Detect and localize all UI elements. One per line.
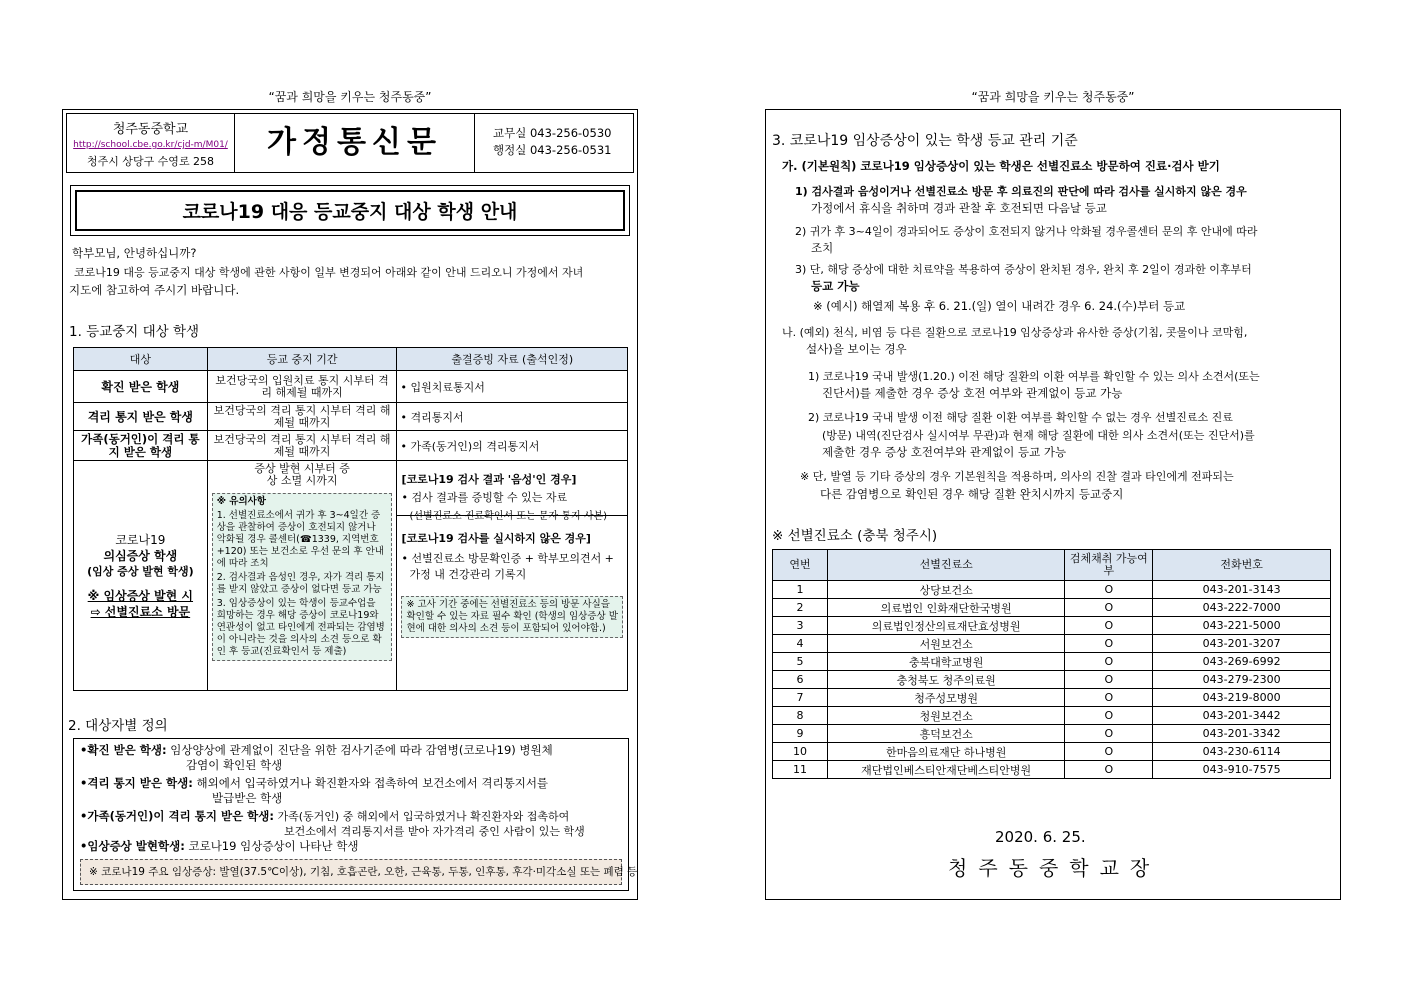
clinic-no: 9 (773, 725, 828, 743)
definitions-box (73, 738, 638, 891)
row4-target-3: (임상 증상 발현 학생) (87, 564, 194, 578)
slogan-left: “꿈과 희망을 키우는 청주동중” (268, 90, 432, 104)
table-row (773, 635, 1331, 653)
clinic-phone: 043-221-5000 (1153, 617, 1331, 635)
row4-target (74, 461, 208, 691)
def3-term: •가족(동거인)이 격리 통지 받은 학생: (80, 809, 274, 823)
doc-title: 코로나19 대응 등교중지 대상 학생 안내 (75, 190, 625, 231)
clinic-name: 충북대학교병원 (827, 653, 1065, 671)
clinic-name: 재단법인베스티안재단베스티안병원 (827, 761, 1065, 779)
slogan-right: “꿈과 희망을 키우는 청주동중” (971, 90, 1135, 104)
clinic-no: 5 (773, 653, 828, 671)
clinic-sampling: O (1065, 743, 1153, 761)
clinic-phone: 043-222-7000 (1153, 599, 1331, 617)
clinic-sampling: O (1065, 671, 1153, 689)
clinic-no: 7 (773, 689, 828, 707)
rule-na-2b: (방문) 내역(진단검사 실시여부 무관)과 현재 해당 질환에 대한 의사 소견서(또는 진단서)를 (822, 429, 1255, 442)
def4-term: •임상증상 발현학생: (80, 839, 185, 853)
row4-period: 증상 발현 시부터 증상 소멸 시까지 (254, 462, 350, 487)
clinic-name: 청원보건소 (827, 707, 1065, 725)
clinic-sampling: O (1065, 761, 1153, 779)
clinic-name: 흥덕보건소 (827, 725, 1065, 743)
th-clinic: 선별진료소 (827, 550, 1065, 581)
clinic-phone: 043-219-8000 (1153, 689, 1331, 707)
clinic-phone: 043-201-3342 (1153, 725, 1331, 743)
table-row (773, 599, 1331, 617)
caution-note (212, 493, 393, 661)
row3-target: 가족(동거인)이 격리 통지 받은 학생 (74, 431, 208, 461)
intro-body: 코로나19 대응 등교중지 대상 학생에 관한 사항이 일부 변경되어 아래와 같이 안내 드리오니 가정에서 자녀 (74, 266, 584, 279)
clinic-no: 8 (773, 707, 828, 725)
clinic-no: 3 (773, 617, 828, 635)
table-row (773, 743, 1331, 761)
phone-academic: 교무실 043-256-0530 (493, 126, 612, 140)
clinic-sampling: O (1065, 617, 1153, 635)
caution-1: 1. 선별진료소에서 귀가 후 3~4일간 증상을 관찰하여 증상이 호전되지 않거나 악화될 경우 콜센터(☎1339, 지역번호+120) 또는 보건소로 우선 문의 후 안내에 따라 조치 (216, 510, 384, 569)
row2-doc: • 격리통지서 (397, 403, 628, 431)
school-url[interactable]: http://school.cbe.go.kr/cjd-m/M01/ (73, 140, 228, 150)
school-name: 청주동중학교 (112, 122, 189, 137)
caution-2: 2. 검사결과 음성인 경우, 자가 격리 통지를 받지 않았고 증상이 없다면 등교 가능 (216, 572, 385, 595)
letter-title: 가정통신문 (267, 125, 442, 160)
clinic-name: 서원보건소 (827, 635, 1065, 653)
clinic-no: 1 (773, 581, 828, 599)
section3-title: 3. 코로나19 임상증상이 있는 학생 등교 관리 기준 (772, 133, 1078, 149)
clinic-name: 상당보건소 (827, 581, 1065, 599)
def3-cont: 보건소에서 격리통지서를 받아 자가격리 중인 사람이 있는 학생 (284, 825, 585, 838)
school-address: 청주시 상당구 수영로 258 (86, 155, 215, 168)
clinic-sampling: O (1065, 707, 1153, 725)
caution-3: 3. 임상증상이 있는 학생이 등교수업을 희망하는 경우 해당 증상이 코로나19와 연관성이 없고 타인에게 전파되는 감염병이 아니라는 것을 의사의 소견 등으로 확인 후 등교(진료확인서 등 제출) (216, 598, 385, 657)
th-sampling: 검체채취 가능여부 (1065, 550, 1153, 581)
def2-cont: 발급받은 학생 (212, 791, 283, 805)
suspension-table (73, 347, 628, 691)
clinic-sampling: O (1065, 581, 1153, 599)
row4-target-4: ※ 임상증상 발현 시 (87, 588, 194, 603)
clinic-no: 10 (773, 743, 828, 761)
rule-ga-example: ※ (예시) 해열제 복용 후 6. 21.(일) 열이 내려간 경우 6. 24.(수)부터 등교 (813, 299, 1186, 313)
doc-title-box (70, 185, 630, 236)
rule-na-note-b: 다른 감염병으로 확인된 경우 해당 질환 완치시까지 등교중지 (820, 487, 1124, 501)
clinic-sampling: O (1065, 689, 1153, 707)
intro-body-2: 지도에 참고하여 주시기 바랍니다. (69, 283, 240, 297)
def1-cont: 감염이 확인된 학생 (186, 758, 283, 772)
table-row (773, 725, 1331, 743)
section2-title: 2. 대상자별 정의 (68, 718, 168, 734)
clinic-phone: 043-201-3442 (1153, 707, 1331, 725)
clinic-name: 의료법인 인화재단한국병원 (827, 599, 1065, 617)
def2-term: •격리 통지 받은 학생: (80, 776, 193, 790)
rule-na-b: 설사)을 보이는 경우 (806, 342, 907, 356)
row4-period-cell (207, 461, 397, 691)
principal-signature: 청주동중학교장 (948, 856, 1161, 880)
th-phone: 전화번호 (1153, 550, 1331, 581)
section1-title: 1. 등교중지 대상 학생 (69, 324, 200, 340)
row4-target-1: 코로나19 (115, 532, 166, 547)
table-row (773, 653, 1331, 671)
row3-period: 보건당국의 격리 통지 시부터 격리 해제될 때까지 (207, 431, 397, 461)
row3-doc: • 가족(동거인)의 격리통지서 (397, 431, 628, 461)
row2-period: 보건당국의 격리 통지 시부터 격리 해제될 때까지 (207, 403, 397, 431)
th-no: 연번 (773, 550, 828, 581)
row4-docs-cell (397, 461, 628, 691)
clinic-name: 한마음의료재단 하나병원 (827, 743, 1065, 761)
table-row (773, 707, 1331, 725)
doc-a-title: [코로나19 검사 결과 '음성'인 경우] (401, 473, 577, 486)
phone-admin: 행정실 043-256-0531 (493, 143, 612, 157)
clinic-phone: 043-910-7575 (1153, 761, 1331, 779)
letter-header (66, 113, 634, 173)
th-docs: 출결증빙 자료 (출석인정) (397, 348, 628, 371)
row1-doc: • 입원치료통지서 (397, 371, 628, 403)
doc-b-1: • 선별진료소 방문확인증 + 학부모의견서 + (401, 552, 614, 565)
rule-na-note: ※ 단, 발열 등 기타 증상의 경우 기본원칙을 적용하며, 의사의 진찰 결과 타인에게 전파되는 (800, 470, 1234, 483)
clinic-phone: 043-201-3143 (1153, 581, 1331, 599)
rule-na-2: 2) 코로나19 국내 발생 이전 해당 질환 이환 여부를 확인할 수 없는 경우 선별진료소 진료 (808, 411, 1233, 424)
clinic-phone: 043-230-6114 (1153, 743, 1331, 761)
def2-text: 해외에서 입국하였거나 확진환자와 접촉하여 보건소에서 격리통지서를 (192, 776, 549, 790)
clinic-no: 2 (773, 599, 828, 617)
table-row (773, 689, 1331, 707)
def1-text: 임상양상에 관계없이 진단을 위한 검사기준에 따라 감염병(코로나19) 병원체 (166, 743, 553, 757)
doc-a-1: • 검사 결과를 증빙할 수 있는 자료 (401, 491, 568, 504)
clinic-no: 11 (773, 761, 828, 779)
rule-na: 나. (예외) 천식, 비염 등 다른 질환으로 코로나19 임상증상과 유사한 증상(기침, 콧물이나 코막힘, (782, 326, 1248, 339)
clinic-sampling: O (1065, 635, 1153, 653)
caution-title: ※ 유의사항 (216, 496, 266, 507)
def4-text: 코로나19 임상증상이 나타난 학생 (184, 839, 359, 853)
rule-na-2c: 제출한 경우 증상 호전여부와 관계없이 등교 가능 (822, 445, 1067, 459)
def3-text: 가족(동거인) 중 해외에서 입국하였거나 확진환자와 접촉하여 (274, 810, 570, 823)
clinic-name: 충청북도 청주의료원 (827, 671, 1065, 689)
clinic-phone: 043-269-6992 (1153, 653, 1331, 671)
clinic-no: 6 (773, 671, 828, 689)
rule-ga-2: 2) 귀가 후 3~4일이 경과되어도 증상이 호전되지 않거나 악화될 경우콜센터 문의 후 안내에 따라 (795, 225, 1258, 238)
clinic-sampling: O (1065, 599, 1153, 617)
doc-b-2: 가정 내 건강관리 기록지 (409, 568, 527, 581)
rule-ga: 가. (기본원칙) 코로나19 임상증상이 있는 학생은 선별진료소 방문하여 진료·검사 받기 (782, 159, 1220, 173)
doc-b-title: [코로나19 검사를 실시하지 않은 경우] (401, 532, 591, 545)
row4-target-5: ⇨ 선별진료소 방문 (90, 604, 191, 619)
row1-period: 보건당국의 입원치료 통지 시부터 격리 해제될 때까지 (207, 371, 397, 403)
rule-ga-2b: 조치 (811, 241, 834, 255)
table-row (773, 761, 1331, 779)
clinic-sampling: O (1065, 653, 1153, 671)
th-period: 등교 중지 기간 (207, 348, 397, 371)
clinic-sampling: O (1065, 725, 1153, 743)
table-row (773, 581, 1331, 599)
rule-ga-3b: 등교 가능 (811, 279, 860, 293)
row2-target: 격리 통지 받은 학생 (74, 403, 208, 431)
rule-ga-1b: 가정에서 휴식을 취하며 경과 관찰 후 호전되면 다음날 등교 (811, 201, 1107, 215)
symptoms-note: ※ 코로나19 주요 임상증상: 발열(37.5℃이상), 기침, 호흡곤란, 오한, 근육통, 두통, 인후통, 후각·미각소실 또는 폐렴 등 (80, 859, 622, 885)
row1-target: 확진 받은 학생 (74, 371, 208, 403)
clinic-name: 청주성모병원 (827, 689, 1065, 707)
clinic-name: 의료법인정산의료재단효성병원 (827, 617, 1065, 635)
clinics-table (772, 549, 1331, 779)
rule-na-1b: 진단서)를 제출한 경우 증상 호전 여부와 관계없이 등교 가능 (822, 386, 1123, 400)
exam-note: ※ 고사 기간 중에는 선별진료소 등의 방문 사실을 확인할 수 있는 자료 필수 확인 (학생의 임상증상 발현에 대한 의사의 소견 등이 포함되어 있어야함.) (401, 596, 623, 638)
doc-a-2: (선별진료소 진료확인서 또는 문자 통지 사본) (409, 511, 608, 522)
clinic-phone: 043-279-2300 (1153, 671, 1331, 689)
table-row (773, 617, 1331, 635)
clinic-phone: 043-201-3207 (1153, 635, 1331, 653)
rule-na-1: 1) 코로나19 국내 발생(1.20.) 이전 해당 질환의 이환 여부를 확인할 수 있는 의사 소견서(또는 (808, 370, 1260, 383)
issue-date: 2020. 6. 25. (995, 828, 1086, 846)
intro-greeting: 학부모님, 안녕하십니까? (72, 246, 197, 260)
rule-ga-1: 1) 검사결과 음성이거나 선별진료소 방문 후 의료진의 판단에 따라 검사를 실시하지 않은 경우 (795, 185, 1247, 198)
def1-term: •확진 받은 학생: (80, 743, 167, 757)
clinics-title: ※ 선별진료소 (충북 청주시) (772, 528, 938, 544)
clinic-no: 4 (773, 635, 828, 653)
table-row (773, 671, 1331, 689)
rule-ga-3: 3) 단, 해당 증상에 대한 치료약을 복용하여 증상이 완치된 경우, 완치 후 2일이 경과한 이후부터 (795, 263, 1252, 276)
row4-target-2: 의심증상 학생 (103, 548, 178, 563)
th-target: 대상 (74, 348, 208, 371)
